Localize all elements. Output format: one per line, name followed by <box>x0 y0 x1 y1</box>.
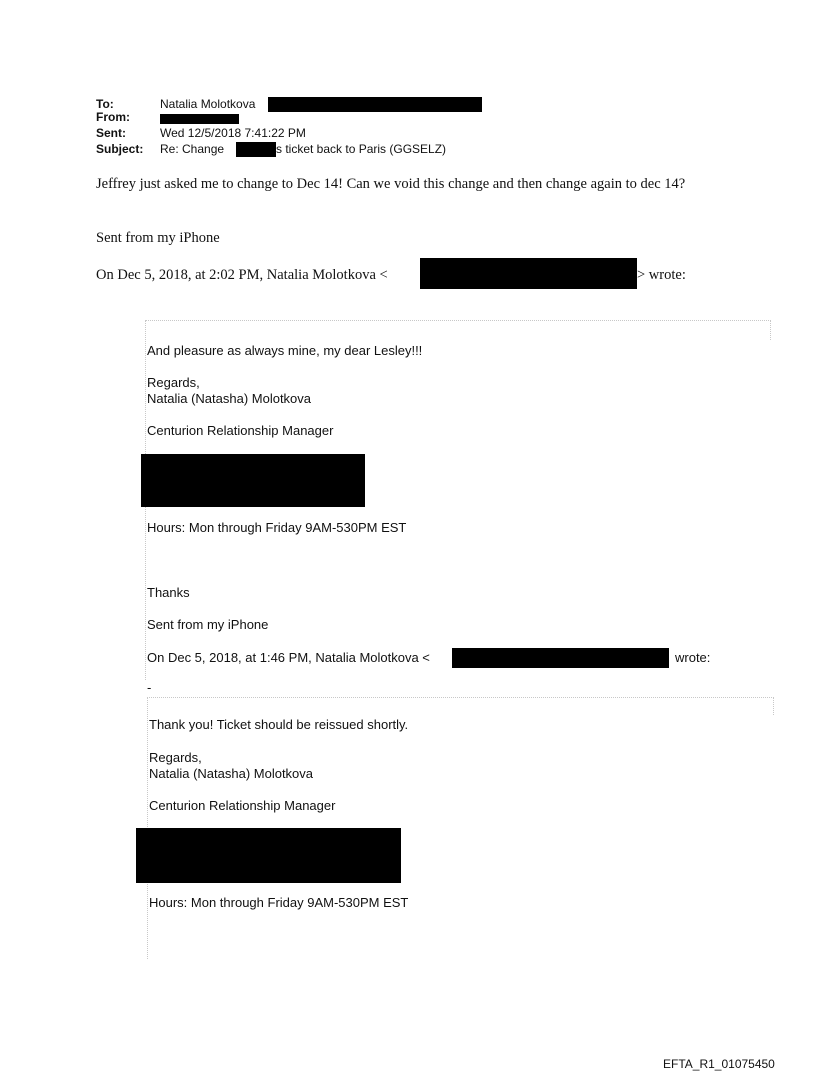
quote1-line1: And pleasure as always mine, my dear Lesley!!! <box>147 343 423 358</box>
redaction-contact-block-1 <box>141 454 365 507</box>
redaction-email-2 <box>452 648 669 668</box>
redaction-contact-block-2 <box>136 828 401 883</box>
body-paragraph: Jeffrey just asked me to change to Dec 14! Can we void this change and then change again to dec 14? <box>96 176 686 192</box>
from-label: From: <box>96 110 130 124</box>
quote2-frame-right <box>773 697 774 715</box>
quote-intro-before: On Dec 5, 2018, at 2:02 PM, Natalia Molotkova < <box>96 267 388 283</box>
sent-label: Sent: <box>96 126 126 140</box>
quote2-title: Centurion Relationship Manager <box>149 798 336 813</box>
subject-prefix: Re: Change <box>160 142 225 156</box>
quote-intro-after: > wrote: <box>637 267 686 283</box>
redaction-sender-email <box>420 258 637 289</box>
quote2-line1: Thank you! Ticket should be reissued shortly. <box>149 717 409 732</box>
redaction-from <box>160 114 239 124</box>
bates-number: EFTA_R1_01075450 <box>663 1057 775 1071</box>
quote1-dash: - <box>147 680 152 695</box>
quote2-regards: Regards, <box>149 750 202 765</box>
quote1-signoff: Sent from my iPhone <box>147 617 269 632</box>
quote1-intro-before: On Dec 5, 2018, at 1:46 PM, Natalia Molotkova < <box>147 650 430 665</box>
quote1-title: Centurion Relationship Manager <box>147 423 334 438</box>
quote1-regards: Regards, <box>147 375 200 390</box>
redaction-to-email <box>268 97 482 112</box>
quote2-frame-top <box>147 697 774 698</box>
redaction-subject <box>236 142 276 157</box>
quote1-frame-right <box>770 320 771 340</box>
to-value: Natalia Molotkova <box>160 97 256 111</box>
quote1-intro-after: wrote: <box>675 650 711 665</box>
subject-suffix: s ticket back to Paris (GGSELZ) <box>276 142 447 156</box>
subject-label: Subject: <box>96 142 144 156</box>
quote1-frame-top <box>145 320 771 321</box>
quote1-name: Natalia (Natasha) Molotkova <box>147 391 312 406</box>
to-label: To: <box>96 97 114 111</box>
quote1-hours: Hours: Mon through Friday 9AM-530PM EST <box>147 520 407 535</box>
quote2-hours: Hours: Mon through Friday 9AM-530PM EST <box>149 895 409 910</box>
body-signoff: Sent from my iPhone <box>96 230 220 246</box>
quote2-name: Natalia (Natasha) Molotkova <box>149 766 314 781</box>
sent-value: Wed 12/5/2018 7:41:22 PM <box>160 126 306 140</box>
quote1-thanks: Thanks <box>147 585 190 600</box>
